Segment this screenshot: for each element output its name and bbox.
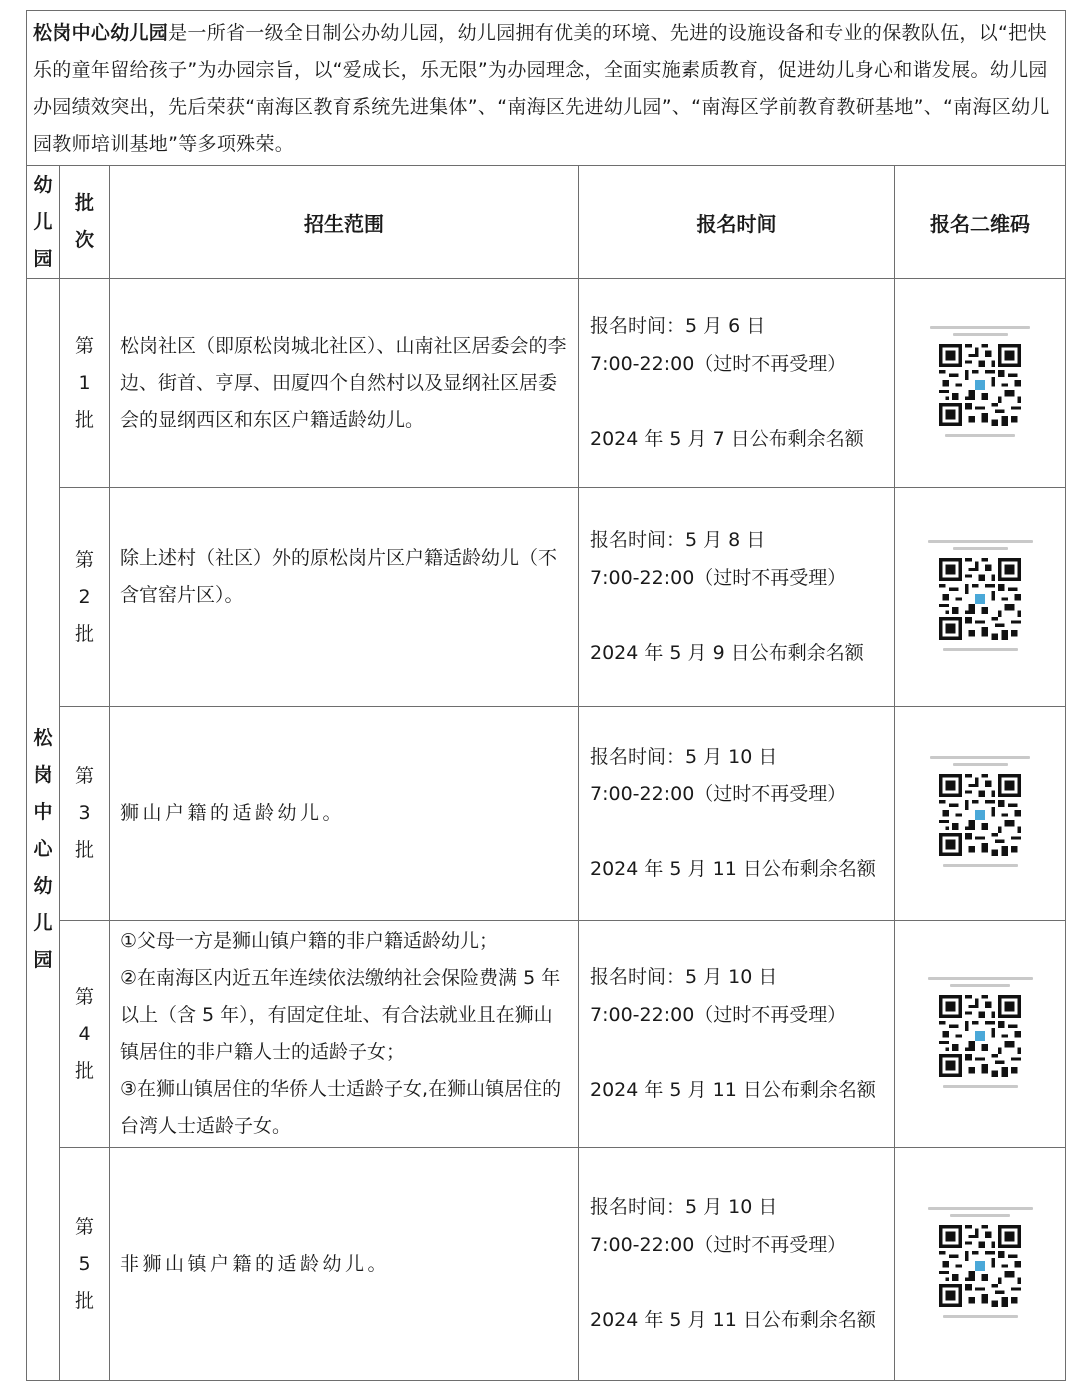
announcement-date: 2024 年 5 月 7 日公布剩余名额: [590, 427, 864, 450]
batch-char: 第: [75, 1215, 95, 1238]
batch-char: 批: [75, 622, 95, 645]
batch-char: 第: [75, 334, 95, 357]
batch-char: 5: [78, 1252, 91, 1275]
header-char: 园: [33, 247, 53, 270]
scope-text: 非狮山镇户籍的适龄幼儿。: [120, 1252, 391, 1275]
batch-char: 第: [75, 985, 95, 1008]
header-row: [27, 166, 1066, 279]
batch-char: 批: [75, 408, 95, 431]
qr-cell: [895, 707, 1066, 921]
batch-cell: [60, 707, 110, 921]
registration-date: 报名时间：5 月 10 日: [590, 745, 778, 768]
kindergarten-name-cell: [27, 279, 60, 1381]
qr-cell: [895, 488, 1066, 707]
name-char: 儿: [33, 912, 53, 934]
qr-code[interactable]: [920, 322, 1040, 441]
name-char: 园: [33, 949, 53, 971]
announcement-date: 2024 年 5 月 11 日公布剩余名额: [590, 1078, 876, 1101]
announcement-date: 2024 年 5 月 11 日公布剩余名额: [590, 858, 876, 880]
qr-code-icon: [939, 558, 1021, 640]
scope-text: 除上述村（社区）外的原松岗片区户籍适龄幼儿（不含官窑片区）。: [120, 547, 558, 606]
qr-cell: [895, 1148, 1066, 1381]
name-char: 岗: [33, 764, 53, 786]
scope-cell: [110, 921, 579, 1148]
name-char: 中: [33, 801, 53, 823]
header-qr: 报名二维码: [895, 166, 1066, 279]
header-time: 报名时间: [579, 166, 895, 279]
batch-char: 1: [78, 371, 91, 394]
batch-char: 第: [75, 765, 95, 787]
registration-date: 报名时间：5 月 10 日: [590, 966, 778, 988]
registration-date: 报名时间：5 月 6 日: [590, 315, 766, 337]
qr-code-icon: [939, 1225, 1021, 1307]
batch-char: 批: [75, 839, 95, 861]
scope-text: 狮山户籍的适龄幼儿。: [120, 802, 346, 824]
batch-char: 批: [75, 1059, 95, 1082]
registration-hours: 7:00-22:00（过时不再受理）: [590, 352, 847, 375]
registration-hours: 7:00-22:00（过时不再受理）: [590, 1003, 847, 1026]
batch-cell: [60, 921, 110, 1148]
qr-code[interactable]: [920, 752, 1040, 871]
time-cell: [579, 1148, 895, 1381]
batch-cell: [60, 279, 110, 488]
header-char: 儿: [33, 210, 53, 233]
name-char: 幼: [33, 875, 53, 897]
scope-item: ③在狮山镇居住的华侨人士适龄子女,在狮山镇居住的台湾人士适龄子女。: [120, 1078, 562, 1137]
scope-item: ①父母一方是狮山镇户籍的非户籍适龄幼儿；: [120, 930, 499, 952]
qr-cell: [895, 279, 1066, 488]
time-cell: [579, 279, 895, 488]
scope-cell: [110, 707, 579, 921]
registration-date: 报名时间：5 月 10 日: [590, 1196, 778, 1218]
registration-hours: 7:00-22:00（过时不再受理）: [590, 783, 847, 805]
batch-char: 2: [78, 585, 91, 608]
batch-char: 第: [75, 548, 95, 571]
registration-hours: 7:00-22:00（过时不再受理）: [590, 566, 847, 589]
qr-code[interactable]: [920, 973, 1040, 1092]
qr-code[interactable]: [920, 1203, 1040, 1322]
qr-code-icon: [939, 344, 1021, 426]
header-char: 批: [75, 192, 95, 214]
qr-cell: [895, 921, 1066, 1148]
scope-text: 松岗社区（即原松岗城北社区）、山南社区居委会的李边、街首、亨厚、田厦四个自然村以及显纲社区居委会的显纲西区和东区户籍适龄幼儿。: [120, 334, 567, 431]
intro-row: [27, 11, 1066, 166]
batch-cell: [60, 1148, 110, 1381]
scope-item: ②在南海区内近五年连续依法缴纳社会保险费满 5 年以上（含 5 年），有固定住址、有合法就业且在狮山镇居住的非户籍人士的适龄子女；: [120, 967, 561, 1063]
scope-cell: [110, 488, 579, 707]
registration-hours: 7:00-22:00（过时不再受理）: [590, 1233, 847, 1256]
time-cell: [579, 921, 895, 1148]
time-cell: [579, 707, 895, 921]
header-scope: 招生范围: [110, 166, 579, 279]
scope-cell: [110, 1148, 579, 1381]
announcement-date: 2024 年 5 月 9 日公布剩余名额: [590, 641, 864, 664]
batch-char: 3: [78, 802, 91, 824]
enrollment-table: [26, 10, 1066, 1381]
table-row: [27, 1148, 1066, 1381]
table-row: [27, 921, 1066, 1148]
school-name: 松岗中心幼儿园: [33, 22, 169, 44]
intro-paragraph: [27, 11, 1066, 166]
scope-cell: [110, 279, 579, 488]
table-row: [27, 707, 1066, 921]
batch-char: 4: [78, 1022, 91, 1045]
batch-cell: [60, 488, 110, 707]
header-char: 幼: [33, 173, 53, 196]
intro-text: 是一所省一级全日制公办幼儿园，幼儿园拥有优美的环境、先进的设施设备和专业的保教队伍，以“把快乐的童年留给孩子”为办园宗旨，以“爱成长，乐无限”为办园理念，全面实施素质教育，促进幼儿身心和谐发展。幼儿园办园绩效突出，先后荣获“南海区教育系统先进集体”、“南海区先进幼儿园”、“南海区学前教育教研基地”、“南海区幼儿园教师培训基地”等多项殊荣。: [33, 22, 1050, 155]
qr-code[interactable]: [920, 536, 1040, 655]
time-cell: [579, 488, 895, 707]
announcement-date: 2024 年 5 月 11 日公布剩余名额: [590, 1308, 876, 1331]
header-kindergarten: [27, 166, 60, 279]
header-batch: [60, 166, 110, 279]
table-row: [27, 488, 1066, 707]
qr-code-icon: [939, 995, 1021, 1077]
batch-char: 批: [75, 1289, 95, 1312]
registration-date: 报名时间：5 月 8 日: [590, 529, 766, 551]
name-char: 松: [33, 727, 53, 749]
header-char: 次: [75, 229, 95, 251]
name-char: 心: [33, 838, 53, 860]
qr-code-icon: [939, 774, 1021, 856]
table-row: [27, 279, 1066, 488]
